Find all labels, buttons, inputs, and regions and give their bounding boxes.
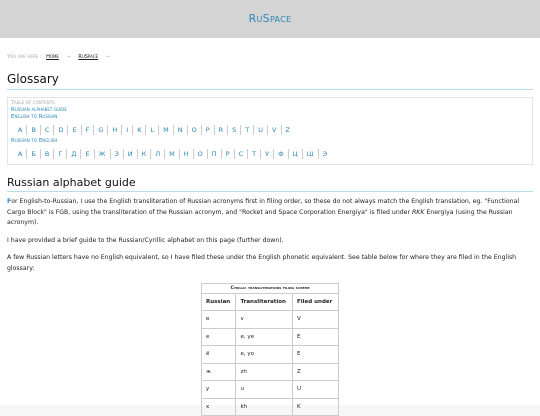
russian-letter-link[interactable]: В <box>40 149 53 159</box>
russian-letter-link[interactable]: Е <box>80 149 93 159</box>
english-letter-link[interactable]: K <box>132 125 145 135</box>
english-letter-link[interactable]: L <box>145 125 158 135</box>
drop-cap: F <box>7 198 12 205</box>
russian-letter-index <box>14 149 331 159</box>
table-caption: Cyrillic transliterations filing scheme <box>201 283 339 293</box>
table-header-row <box>202 294 339 311</box>
site-title[interactable]: RuSpace <box>248 12 292 25</box>
table-cell: ж <box>202 363 236 381</box>
english-letter-link[interactable]: U <box>253 125 267 135</box>
english-letter-link[interactable]: V <box>267 125 280 135</box>
russian-letter-link[interactable]: Т <box>247 149 260 159</box>
main-content <box>0 38 540 410</box>
table-cell: E <box>293 346 339 364</box>
table-cell: kh <box>236 398 293 416</box>
table-cell: e, yo <box>236 346 293 364</box>
paragraph-equivalents: A few Russian letters have no English equivalent, so I have filed these under the English phonetic equivalent. See table below for where they are filed in the English glossary: <box>7 254 517 272</box>
page-title: Glossary <box>7 72 59 86</box>
table-cell: у <box>202 381 236 399</box>
table-cell: u <box>236 381 293 399</box>
english-letter-link[interactable]: R <box>214 125 228 135</box>
russian-letter-link[interactable]: И <box>123 149 137 159</box>
table-row <box>202 346 339 364</box>
table-of-contents <box>7 97 533 165</box>
section-title: Russian alphabet guide <box>7 176 136 189</box>
english-letter-link[interactable]: B <box>26 125 39 135</box>
english-letter-link[interactable]: G <box>93 125 107 135</box>
paragraph-emphasis: RKK <box>412 208 425 216</box>
table-row <box>202 311 339 329</box>
table-row <box>202 328 339 346</box>
english-letter-link[interactable]: F <box>81 125 94 135</box>
table-cell: E <box>293 328 339 346</box>
table-cell: V <box>293 311 339 329</box>
site-header <box>0 0 540 38</box>
russian-letter-link[interactable]: А <box>18 150 23 158</box>
table-cell: Z <box>293 363 339 381</box>
table-cell: e, ye <box>236 328 293 346</box>
table-cell: U <box>293 381 339 399</box>
toc-label: Table of contents <box>11 100 55 106</box>
section-divider <box>7 191 533 192</box>
table-cell: v <box>236 311 293 329</box>
breadcrumb-arrow-icon: → <box>66 54 71 60</box>
english-letter-link[interactable]: H <box>107 125 121 135</box>
russian-letter-link[interactable]: Ф <box>273 149 288 159</box>
breadcrumb <box>7 54 113 60</box>
title-divider <box>7 89 533 90</box>
english-letter-link[interactable]: C <box>40 125 54 135</box>
breadcrumb-arrow-icon: → <box>105 54 110 60</box>
english-letter-link[interactable]: D <box>53 125 67 135</box>
russian-letter-link[interactable]: О <box>193 149 207 159</box>
toc-link-russian-to-english[interactable]: Russian to English <box>11 138 58 144</box>
english-letter-link[interactable]: Z <box>281 125 294 135</box>
russian-letter-link[interactable]: М <box>164 149 179 159</box>
russian-letter-link[interactable]: Э <box>318 149 332 159</box>
russian-letter-link[interactable]: Б <box>26 149 39 159</box>
russian-letter-link[interactable]: Н <box>179 149 193 159</box>
russian-letter-link[interactable]: Ш <box>302 149 318 159</box>
russian-letter-link[interactable]: П <box>207 149 221 159</box>
russian-letter-link[interactable]: Д <box>66 149 80 159</box>
russian-letter-link[interactable]: У <box>260 149 273 159</box>
english-letter-link[interactable]: I <box>121 125 132 135</box>
english-letter-link[interactable]: S <box>227 125 240 135</box>
english-letter-link[interactable]: T <box>240 125 253 135</box>
english-letter-link[interactable]: A <box>18 126 23 134</box>
russian-letter-link[interactable]: К <box>137 149 151 159</box>
russian-letter-link[interactable]: С <box>234 149 248 159</box>
breadcrumb-prefix: You are here : <box>7 54 42 60</box>
english-letter-link[interactable]: O <box>187 125 201 135</box>
toc-link-english-to-russian[interactable]: English to Russian <box>11 114 58 120</box>
english-letter-index <box>14 125 294 135</box>
russian-letter-link[interactable]: Г <box>53 149 66 159</box>
table-row <box>202 398 339 416</box>
paragraph-text: Energiya (using the Russian acronym). <box>7 208 513 226</box>
paragraph-text: or English-to-Russian, I use the English transliteration of Russian acronyms first in filing order, so these do not always match the English translation, eg. "Functional Cargo Block" is FGB, using the transliteration of the Russian acronym, and "Rocket and Space Corporation Energiya" is filed under <box>7 198 520 216</box>
english-letter-link[interactable]: N <box>173 125 187 135</box>
table-cell: K <box>293 398 339 416</box>
table-cell: zh <box>236 363 293 381</box>
english-letter-link[interactable]: E <box>67 125 80 135</box>
breadcrumb-ruspace-link[interactable]: RuSpace <box>78 54 99 60</box>
transliteration-table <box>201 283 339 416</box>
table-cell: х <box>202 398 236 416</box>
table-cell: ё <box>202 346 236 364</box>
russian-letter-link[interactable]: З <box>110 149 123 159</box>
table-row <box>202 381 339 399</box>
table-cell: е <box>202 328 236 346</box>
column-header: Filed under <box>293 294 339 311</box>
english-letter-link[interactable]: M <box>158 125 173 135</box>
paragraph-guide-note: I have provided a brief guide to the Russian/Cyrillic alphabet on this page (further down). <box>7 237 284 244</box>
breadcrumb-home-link[interactable]: Home <box>46 54 59 60</box>
english-letter-link[interactable]: P <box>201 125 214 135</box>
russian-letter-link[interactable]: Ж <box>94 149 110 159</box>
table-cell: в <box>202 311 236 329</box>
russian-letter-link[interactable]: Р <box>221 149 234 159</box>
column-header: Russian <box>202 294 236 311</box>
russian-letter-link[interactable]: Л <box>150 149 164 159</box>
toc-link-alphabet-guide[interactable]: Russian alphabet guide <box>11 107 67 113</box>
paragraph-filing-order <box>7 197 533 229</box>
column-header: Transliteration <box>236 294 293 311</box>
russian-letter-link[interactable]: Ц <box>288 149 302 159</box>
table-row <box>202 363 339 381</box>
